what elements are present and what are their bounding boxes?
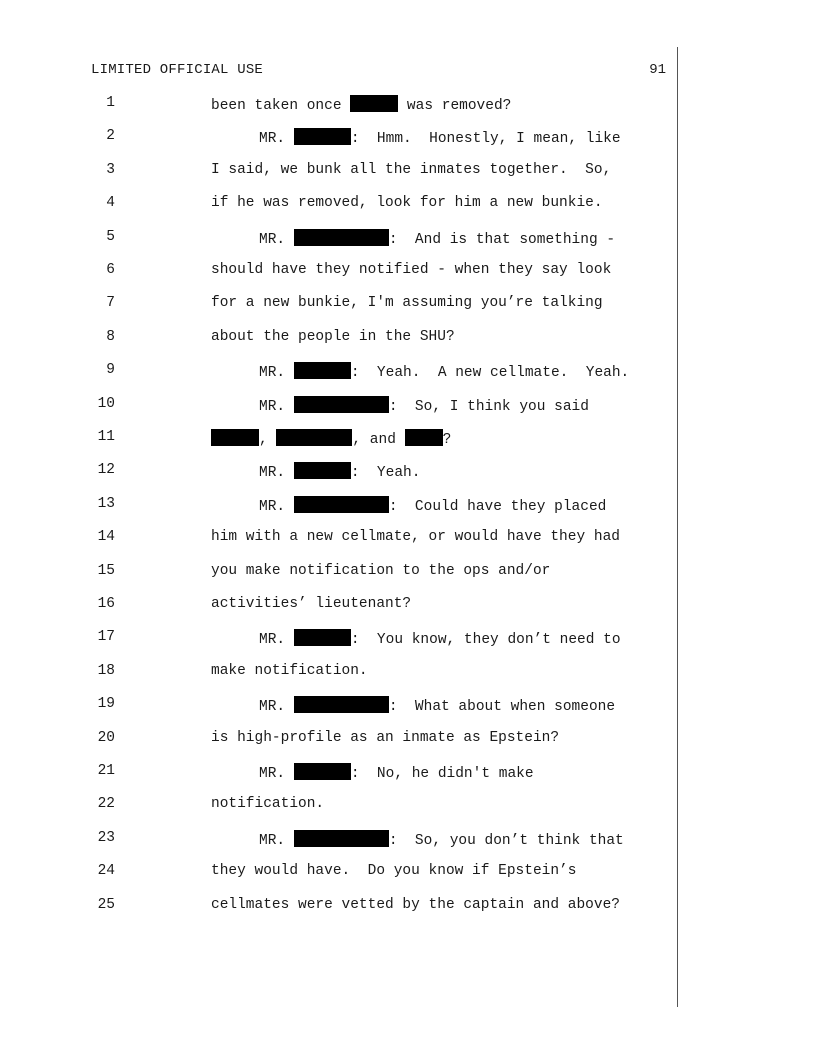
text-segment: : What about when someone (388, 699, 616, 716)
text-segment: they would have. Do you know if Epstein’s (211, 863, 577, 880)
redaction-box (350, 95, 398, 112)
line-text (259, 362, 629, 381)
line-text (259, 462, 420, 481)
line-number: 22 (97, 796, 115, 813)
line-number: 25 (97, 896, 115, 913)
text-segment: cellmates were vetted by the captain and above? (211, 896, 620, 913)
text-segment: if he was removed, look for him a new bunkie. (211, 195, 603, 212)
text-segment: : So, you don’t think that (388, 832, 624, 849)
text-segment: activities’ lieutenant? (211, 596, 412, 612)
line-number: 6 (106, 262, 115, 278)
redaction-box (405, 429, 443, 446)
right-margin-rule (677, 47, 678, 1007)
line-text (259, 496, 606, 515)
line-number: 10 (97, 395, 115, 412)
text-segment: MR. (259, 465, 294, 482)
line-text (259, 128, 621, 147)
line-number: 20 (97, 729, 115, 746)
page-number: 91 (649, 62, 666, 78)
classification-header: LIMITED OFFICIAL USE (91, 62, 264, 78)
line-number: 15 (97, 562, 115, 579)
line-text (211, 195, 603, 211)
text-segment: was removed? (398, 98, 512, 114)
line-text (259, 696, 615, 715)
line-number: 8 (106, 328, 115, 345)
text-segment: make notification. (211, 662, 368, 679)
line-text (211, 95, 511, 114)
line-number: 23 (97, 829, 115, 846)
text-segment: is high-profile as an inmate as Epstein? (211, 729, 560, 746)
text-segment: : Yeah. A new cellmate. Yeah. (350, 365, 630, 382)
redaction-box (294, 229, 389, 246)
text-segment: : And is that something - (388, 231, 616, 248)
text-segment: , and (352, 432, 405, 448)
text-segment: notification. (211, 796, 325, 813)
line-text (211, 730, 559, 746)
line-number: 4 (106, 195, 115, 212)
text-segment: MR. (259, 766, 294, 782)
line-number: 5 (106, 228, 115, 245)
line-number: 3 (106, 161, 115, 178)
line-text (259, 830, 624, 849)
line-number: 17 (97, 629, 115, 646)
text-segment: MR. (259, 365, 294, 382)
redaction-box (294, 128, 351, 145)
line-text (211, 262, 611, 278)
line-text (211, 796, 324, 812)
line-number: 7 (106, 295, 115, 312)
line-text (211, 329, 455, 345)
line-text (259, 229, 615, 248)
line-number: 14 (97, 529, 115, 546)
redaction-box (294, 629, 351, 646)
line-text (211, 529, 620, 545)
text-segment: for a new bunkie, I'm assuming you’re talking (211, 295, 603, 312)
line-number: 11 (97, 429, 115, 445)
line-number: 21 (97, 763, 115, 779)
text-segment: : Could have they placed (388, 498, 607, 515)
text-segment: him with a new cellmate, or would have they had (211, 529, 620, 546)
line-number: 24 (97, 863, 115, 880)
text-segment: : Yeah. (350, 465, 421, 482)
line-text (211, 162, 611, 178)
line-number: 2 (106, 128, 115, 145)
text-segment: : So, I think you said (388, 398, 589, 415)
text-segment: about the people in the SHU? (211, 328, 455, 345)
line-text (211, 863, 576, 879)
redaction-box (294, 362, 351, 379)
text-segment: : You know, they don’t need to (350, 632, 621, 649)
text-segment: , (259, 432, 277, 448)
text-segment: MR. (259, 131, 294, 148)
redaction-box (294, 830, 389, 847)
redaction-box (294, 462, 351, 479)
line-text (211, 897, 620, 913)
text-segment: MR. (259, 231, 294, 248)
redaction-box (294, 396, 389, 413)
redaction-box (276, 429, 352, 446)
text-segment: MR. (259, 498, 294, 515)
line-number: 16 (97, 596, 115, 612)
line-text (259, 763, 534, 782)
text-segment: you make notification to the ops and/or (211, 562, 551, 579)
text-segment: MR. (259, 632, 294, 649)
line-text (211, 429, 451, 448)
line-number: 9 (106, 362, 115, 379)
text-segment: MR. (259, 832, 294, 849)
text-segment: ? (442, 432, 452, 448)
text-segment: : Hmm. Honestly, I mean, like (350, 131, 621, 148)
redaction-box (294, 696, 389, 713)
line-number: 12 (97, 462, 115, 479)
line-text (211, 295, 603, 311)
text-segment: I said, we bunk all the inmates together. So, (211, 161, 612, 178)
text-segment: been taken once (211, 98, 351, 114)
redaction-box (211, 429, 259, 446)
line-number: 1 (106, 95, 115, 111)
line-text (211, 596, 411, 612)
line-number: 19 (97, 696, 115, 713)
line-text (259, 396, 589, 415)
line-text (211, 663, 368, 679)
line-text (259, 629, 621, 648)
redaction-box (294, 496, 389, 513)
line-number: 18 (97, 662, 115, 679)
text-segment: MR. (259, 699, 294, 716)
text-segment: : No, he didn't make (350, 766, 534, 782)
text-segment: MR. (259, 398, 294, 415)
line-text (211, 563, 550, 579)
line-number: 13 (97, 495, 115, 512)
text-segment: should have they notified - when they say look (211, 262, 612, 278)
redaction-box (294, 763, 351, 780)
